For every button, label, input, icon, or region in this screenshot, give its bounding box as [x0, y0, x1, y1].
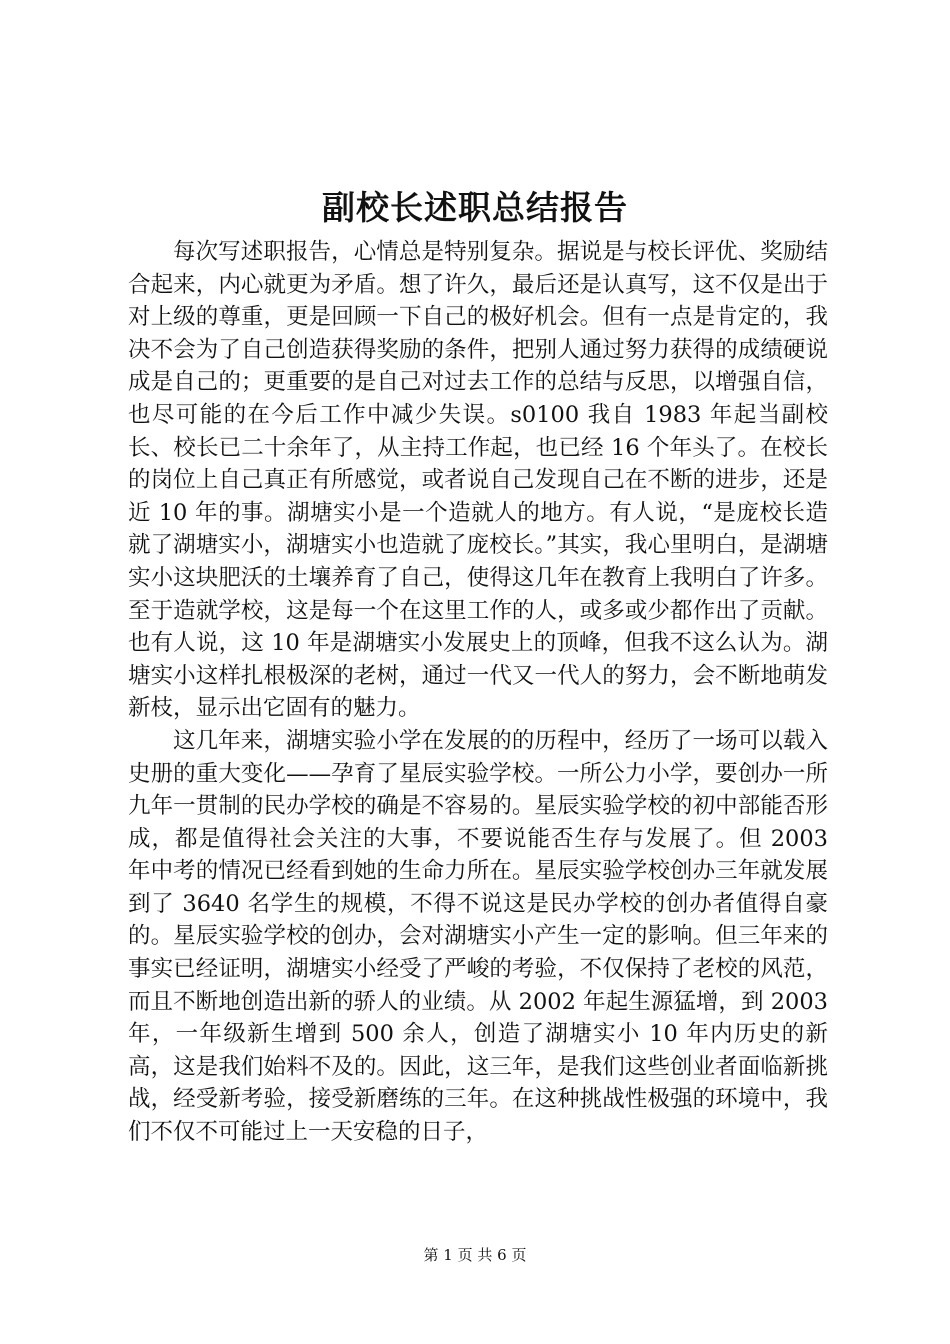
document-body: [128, 236, 828, 1149]
paragraph: 每次写述职报告，心情总是特别复杂。据说是与校长评优、奖励结合起来，内心就更为矛盾。想了许久，最后还是认真写，这不仅是出于对上级的尊重，更是回顾一下自己的极好机会。但有一点是肯定的，我决不会为了自己创造获得奖励的条件，把别人通过努力获得的成绩硬说成是自己的；更重要的是自己对过去工作的总结与反思，以增强自信，也尽可能的在今后工作中减少失误。s0100 我自 1983 年起当副校长、校长已二十余年了，从主持工作起，也已经 16 个年头了。在校长的岗位上自己真正有所感觉，或者说自己发现自己在不断的进步，还是近 10 年的事。湖塘实小是一个造就人的地方。有人说，“是庞校长造就了湖塘实小，湖塘实小也造就了庞校长。”其实，我心里明白，是湖塘实小这块肥沃的土壤养育了自己，使得这几年在教育上我明白了许多。至于造就学校，这是每一个在这里工作的人，或多或少都作出了贡献。也有人说，这 10 年是湖塘实小发展史上的顶峰，但我不这么认为。湖塘实小这样扎根极深的老树，通过一代又一代人的努力，会不断地萌发新枝，显示出它固有的魅力。: [128, 239, 828, 722]
document-title: 副校长述职总结报告: [322, 188, 628, 227]
paragraph: 这几年来，湖塘实验小学在发展的的历程中，经历了一场可以载入史册的重大变化——孕育了星辰实验学校。一所公力小学，要创办一所九年一贯制的民办学校的确是不容易的。星辰实验学校的初中部能否形成，都是值得社会关注的大事，不要说能否生存与发展了。但 2003 年中考的情况已经看到她的生命力所在。星辰实验学校创办三年就发展到了 3640 名学生的规模，不得不说这是民办学校的创办者值得自豪的。星辰实验学校的创办，会对湖塘实小产生一定的影响。但三年来的事实已经证明，湖塘实小经受了严峻的考验，不仅保持了老校的风范，而且不断地创造出新的骄人的业绩。从 2002 年起生源猛增，到 2003 年，一年级新生增到 500 余人，创造了湖塘实小 10 年内历史的新高，这是我们始料不及的。因此，这三年，是我们这些创业者面临新挑战，经受新考验，接受新磨练的三年。在这种挑战性极强的环境中，我们不仅不可能过上一天安稳的日子，: [128, 727, 828, 1146]
page-footer: 第 1 页 共 6 页: [423, 1246, 527, 1264]
